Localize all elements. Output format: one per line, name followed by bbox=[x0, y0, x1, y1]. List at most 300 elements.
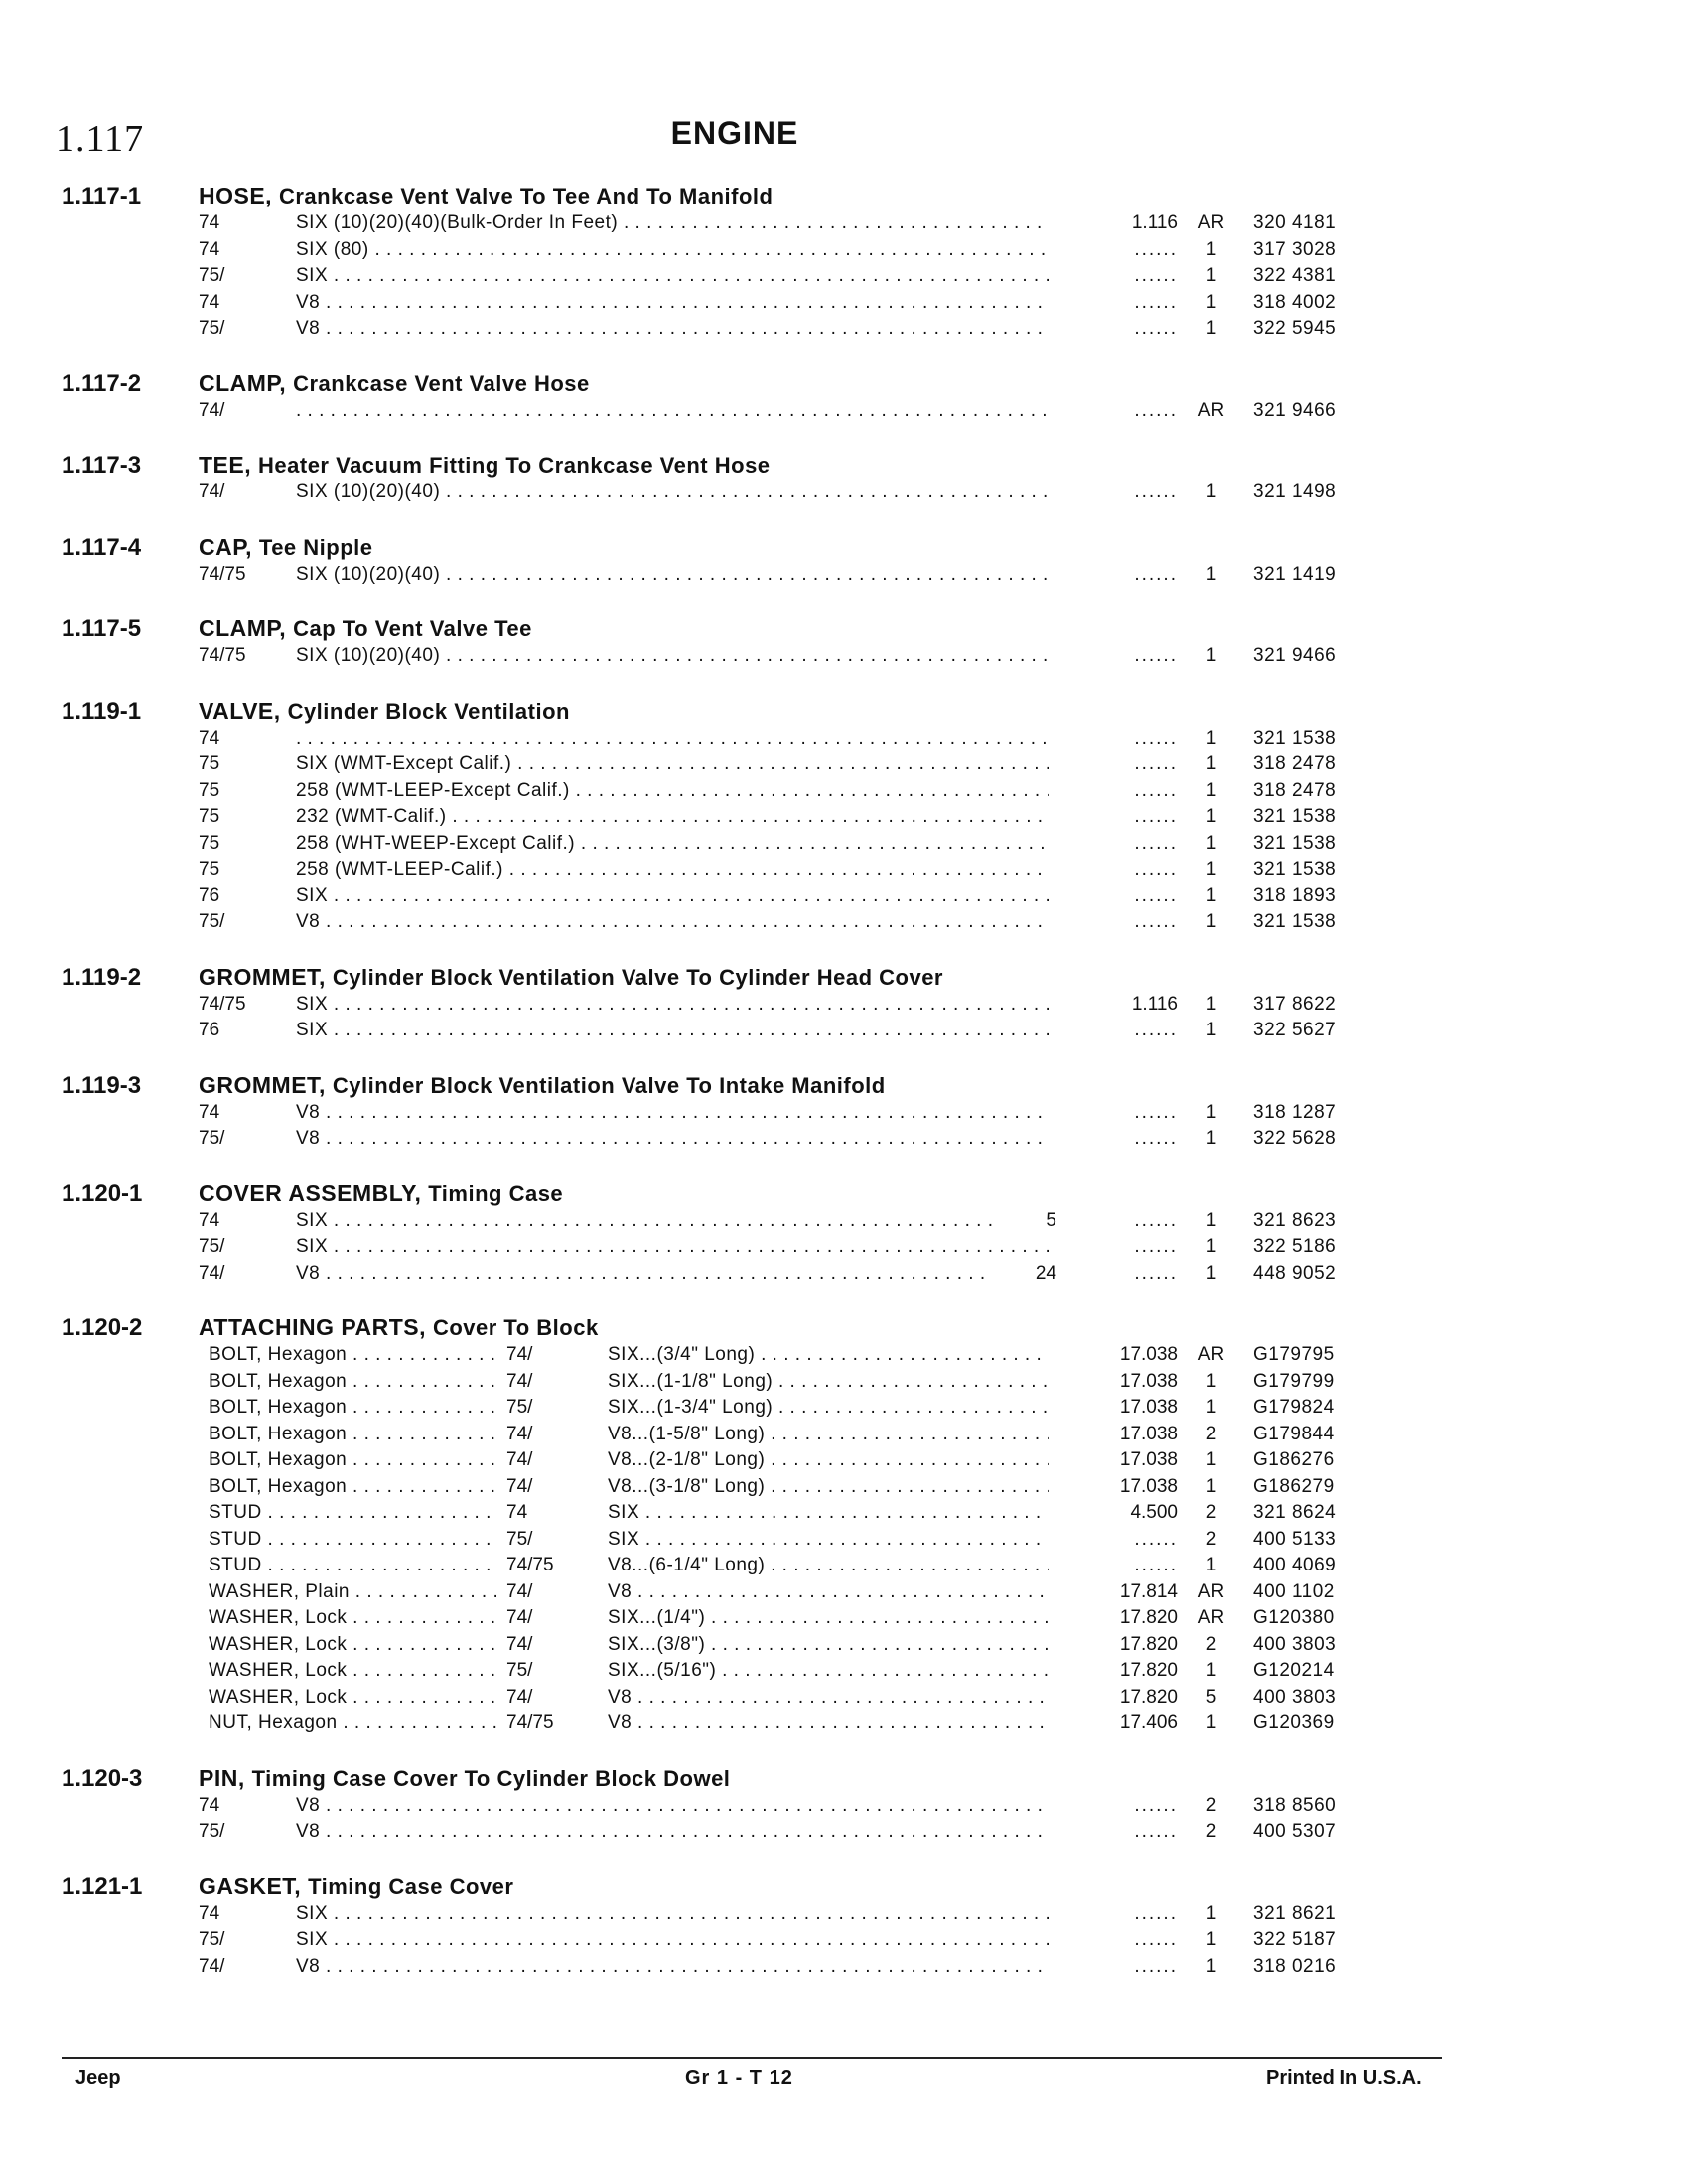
quantity: 1 bbox=[1205, 481, 1217, 502]
catalog-entry bbox=[0, 614, 1688, 670]
quantity: 5 bbox=[1205, 1686, 1217, 1707]
model-year: 74/ bbox=[199, 399, 225, 421]
model-year: 74/ bbox=[506, 1449, 533, 1470]
part-number: 318 2478 bbox=[1253, 779, 1336, 801]
part-number: 322 5945 bbox=[1253, 318, 1336, 339]
part-number: G179795 bbox=[1253, 1344, 1335, 1365]
table-row bbox=[0, 751, 1688, 778]
part-number: G186276 bbox=[1253, 1449, 1335, 1470]
table-row bbox=[0, 1100, 1688, 1127]
reference-number: ...... bbox=[1134, 911, 1178, 932]
part-number: 321 1538 bbox=[1253, 859, 1336, 880]
part-number: G179824 bbox=[1253, 1397, 1335, 1418]
model-year: 74/75 bbox=[506, 1712, 554, 1733]
part-name: BOLT, Hexagon . . . bbox=[209, 1447, 496, 1474]
reference-number: ...... bbox=[1134, 238, 1178, 260]
model-year: 74/ bbox=[199, 1262, 225, 1284]
reference-number: 17.038 bbox=[1119, 1344, 1178, 1365]
reference-number: 17.038 bbox=[1119, 1449, 1178, 1470]
model-description: 232 (WMT-Calif.) . . . bbox=[296, 804, 1049, 831]
table-row bbox=[0, 1658, 1688, 1685]
reference-number: ...... bbox=[1134, 1528, 1178, 1550]
entry-heading bbox=[199, 532, 1688, 562]
model-description: SIX . . . bbox=[296, 1018, 1049, 1044]
part-number: 400 4069 bbox=[1253, 1555, 1336, 1575]
quantity: AR bbox=[1197, 212, 1225, 233]
part-number: 318 8560 bbox=[1253, 1794, 1336, 1816]
table-row bbox=[0, 1579, 1688, 1606]
part-number: G179844 bbox=[1253, 1423, 1335, 1444]
entry-description: Timing Case Cover To Cylinder Block Dowel bbox=[251, 1765, 731, 1791]
table-row bbox=[0, 884, 1688, 910]
quantity: 1 bbox=[1205, 1449, 1217, 1470]
catalog-entry bbox=[0, 1312, 1688, 1737]
model-year: 74 bbox=[199, 1902, 220, 1924]
model-year: 75/ bbox=[199, 318, 225, 339]
part-name: WASHER, Lock . . . bbox=[209, 1632, 496, 1659]
reference-number: ...... bbox=[1134, 1929, 1178, 1950]
quantity: 2 bbox=[1205, 1633, 1217, 1655]
part-number: 321 1538 bbox=[1253, 727, 1336, 749]
model-year: 74/ bbox=[506, 1344, 533, 1365]
quantity: 1 bbox=[1205, 1660, 1217, 1681]
entry-reference: 1.117-4 bbox=[62, 533, 142, 561]
model-year: 75 bbox=[199, 832, 220, 854]
entry-description: Crankcase Vent Valve To Tee And To Manifold bbox=[278, 184, 774, 208]
part-number: 321 1419 bbox=[1253, 563, 1336, 585]
reference-number: ...... bbox=[1134, 265, 1178, 286]
model-year: 75 bbox=[199, 806, 220, 827]
part-number: 321 9466 bbox=[1253, 645, 1336, 666]
quantity: 1 bbox=[1205, 806, 1217, 827]
catalog-entry bbox=[0, 532, 1688, 589]
quantity: 1 bbox=[1205, 1712, 1217, 1733]
model-year: 74/ bbox=[199, 1955, 225, 1977]
part-number: G186279 bbox=[1253, 1475, 1335, 1497]
model-description: SIX...(1-3/4" Long) . . . bbox=[608, 1395, 1049, 1422]
part-name: WASHER, Plain . . . bbox=[209, 1579, 496, 1606]
reference-number: 1.116 bbox=[1131, 993, 1178, 1015]
table-row bbox=[0, 1819, 1688, 1845]
catalog-entry bbox=[0, 1070, 1688, 1153]
entry-heading bbox=[199, 450, 1688, 479]
model-year: 74 bbox=[199, 1794, 220, 1816]
part-name: BOLT, Hexagon . . . bbox=[209, 1369, 496, 1396]
model-description: 258 (WMT-LEEP-Calif.) . . . bbox=[296, 857, 1049, 884]
model-year: 74/75 bbox=[506, 1555, 554, 1575]
model-description: SIX . . . bbox=[296, 1234, 1049, 1261]
table-row bbox=[0, 1018, 1688, 1044]
footer-rule bbox=[62, 2057, 1442, 2059]
quantity: 1 bbox=[1205, 1555, 1217, 1575]
table-row bbox=[0, 1500, 1688, 1527]
model-year: 74 bbox=[199, 238, 220, 260]
model-year: 75/ bbox=[199, 1821, 225, 1842]
table-row bbox=[0, 263, 1688, 290]
reference-number: ...... bbox=[1134, 806, 1178, 827]
entry-reference: 1.120-3 bbox=[62, 1764, 143, 1792]
model-description: SIX...(5/16") . . . bbox=[608, 1658, 1049, 1685]
entry-heading bbox=[199, 1070, 1688, 1100]
entry-description: Tee Nipple bbox=[258, 534, 373, 560]
model-description: SIX (10)(20)(40)(Bulk-Order In Feet) . . . bbox=[296, 210, 1049, 237]
reference-number: 17.814 bbox=[1119, 1580, 1178, 1602]
part-number: 400 1102 bbox=[1253, 1580, 1335, 1602]
model-year: 74/ bbox=[506, 1607, 533, 1628]
entry-noun: GASKET, bbox=[199, 1872, 302, 1899]
table-row bbox=[0, 1927, 1688, 1954]
model-description: SIX...(3/4" Long) . . . bbox=[608, 1342, 1049, 1369]
catalog-entry bbox=[0, 1178, 1688, 1288]
reference-number: ...... bbox=[1134, 1020, 1178, 1040]
part-number: 318 1287 bbox=[1253, 1101, 1336, 1123]
quantity: 1 bbox=[1205, 832, 1217, 854]
part-number: 321 1538 bbox=[1253, 832, 1336, 854]
model-description bbox=[296, 398, 1049, 425]
quantity: 1 bbox=[1205, 265, 1217, 286]
entry-heading bbox=[199, 368, 1688, 398]
part-number: 318 0216 bbox=[1253, 1955, 1336, 1977]
model-description: V8 . . . bbox=[296, 1261, 1049, 1288]
table-row bbox=[0, 1422, 1688, 1448]
model-year: 75 bbox=[199, 859, 220, 880]
table-row bbox=[0, 1234, 1688, 1261]
reference-number: ...... bbox=[1134, 318, 1178, 339]
model-description: 258 (WMT-LEEP-Except Calif.) . . . bbox=[296, 778, 1049, 805]
entry-noun: HOSE, bbox=[199, 183, 273, 208]
footer-printed: Printed In U.S.A. bbox=[1266, 2067, 1422, 2089]
model-description: V8 . . . bbox=[608, 1710, 1049, 1737]
model-year: 74 bbox=[506, 1502, 528, 1523]
model-description: V8 . . . bbox=[296, 1819, 1049, 1845]
quantity: 1 bbox=[1205, 1902, 1217, 1924]
table-row bbox=[0, 210, 1688, 237]
model-description: V8 . . . bbox=[296, 909, 1049, 936]
reference-number: ...... bbox=[1134, 1902, 1178, 1924]
model-description: V8 . . . bbox=[608, 1579, 1049, 1606]
quantity: 2 bbox=[1205, 1794, 1217, 1816]
reference-number: ...... bbox=[1134, 481, 1178, 502]
part-number: 448 9052 bbox=[1253, 1262, 1336, 1284]
entry-noun: ATTACHING PARTS, bbox=[199, 1314, 427, 1340]
entry-description: Cap To Vent Valve Tee bbox=[293, 616, 532, 641]
part-number: 400 3803 bbox=[1253, 1686, 1336, 1707]
reference-number: ...... bbox=[1134, 1555, 1178, 1575]
entry-description: Timing Case Cover bbox=[308, 1873, 514, 1899]
entry-noun: CAP, bbox=[199, 533, 252, 560]
quantity: AR bbox=[1197, 1607, 1225, 1628]
model-description: V8 . . . bbox=[296, 1126, 1049, 1153]
entry-reference: 1.121-1 bbox=[62, 1872, 143, 1900]
model-description: V8...(1-5/8" Long) . . . bbox=[608, 1422, 1049, 1448]
model-description: SIX . . . bbox=[296, 1927, 1049, 1954]
reference-number: ...... bbox=[1134, 832, 1178, 854]
reference-number: 17.406 bbox=[1119, 1712, 1178, 1733]
part-number: 321 8621 bbox=[1253, 1902, 1336, 1924]
catalog-entry bbox=[0, 181, 1688, 342]
quantity: 1 bbox=[1205, 238, 1217, 260]
entry-reference: 1.120-2 bbox=[62, 1314, 143, 1341]
table-row bbox=[0, 398, 1688, 425]
table-row bbox=[0, 778, 1688, 805]
entry-reference: 1.119-3 bbox=[62, 1071, 142, 1099]
reference-number: ...... bbox=[1134, 1821, 1178, 1842]
reference-number: 17.038 bbox=[1119, 1370, 1178, 1392]
model-description: SIX . . . bbox=[608, 1527, 1049, 1554]
model-description: SIX (10)(20)(40) . . . bbox=[296, 479, 1049, 506]
part-number: 321 1538 bbox=[1253, 911, 1336, 932]
reference-number: ...... bbox=[1134, 885, 1178, 906]
part-name: BOLT, Hexagon . . . bbox=[209, 1474, 496, 1501]
entry-description: Timing Case bbox=[428, 1180, 564, 1206]
part-number: 400 5307 bbox=[1253, 1821, 1336, 1842]
catalog-entry bbox=[0, 1871, 1688, 1980]
model-description: SIX (80) . . . bbox=[296, 237, 1049, 264]
reference-number: 17.820 bbox=[1119, 1607, 1178, 1628]
part-number: 318 2478 bbox=[1253, 753, 1336, 774]
part-name: WASHER, Lock . . . bbox=[209, 1605, 496, 1632]
part-number: 321 1498 bbox=[1253, 481, 1336, 502]
entry-reference: 1.117-1 bbox=[62, 183, 142, 209]
quantity: 1 bbox=[1205, 859, 1217, 880]
model-year: 74/75 bbox=[199, 993, 246, 1015]
model-description: V8...(6-1/4" Long) . . . bbox=[608, 1553, 1049, 1579]
catalog-entry bbox=[0, 962, 1688, 1044]
model-year: 75/ bbox=[199, 1929, 225, 1950]
model-year: 74/ bbox=[506, 1475, 533, 1497]
model-description: V8 . . . bbox=[296, 1100, 1049, 1127]
quantity: 1 bbox=[1205, 1020, 1217, 1040]
page-title: ENGINE bbox=[670, 115, 799, 151]
part-number: 318 1893 bbox=[1253, 885, 1336, 906]
quantity: 1 bbox=[1205, 291, 1217, 313]
entry-reference: 1.117-5 bbox=[62, 615, 142, 642]
entry-description: Heater Vacuum Fitting To Crankcase Vent Hose bbox=[258, 453, 771, 478]
model-description: V8 . . . bbox=[296, 1793, 1049, 1820]
model-description: V8 . . . bbox=[296, 316, 1049, 342]
model-description: V8 . . . bbox=[296, 290, 1049, 317]
quantity: 1 bbox=[1205, 1397, 1217, 1418]
model-year: 75/ bbox=[199, 265, 225, 286]
table-row bbox=[0, 857, 1688, 884]
reference-number: 17.820 bbox=[1119, 1660, 1178, 1681]
part-number: 322 5628 bbox=[1253, 1128, 1336, 1149]
entry-reference: 1.120-1 bbox=[62, 1179, 143, 1207]
entry-noun: GROMMET, bbox=[199, 963, 326, 990]
table-row bbox=[0, 1605, 1688, 1632]
reference-number: 17.038 bbox=[1119, 1475, 1178, 1497]
quantity: 1 bbox=[1205, 993, 1217, 1015]
model-year: 74/ bbox=[506, 1633, 533, 1655]
catalog-entry bbox=[0, 368, 1688, 425]
table-row bbox=[0, 1261, 1688, 1288]
reference-number: ...... bbox=[1134, 1794, 1178, 1816]
entry-noun: TEE, bbox=[199, 452, 252, 478]
part-number: G120214 bbox=[1253, 1660, 1335, 1681]
part-number: 321 8623 bbox=[1253, 1209, 1336, 1231]
entry-reference: 1.117-2 bbox=[62, 369, 142, 397]
model-description: V8...(3-1/8" Long) . . . bbox=[608, 1474, 1049, 1501]
entry-heading bbox=[199, 1763, 1688, 1793]
model-year: 75/ bbox=[506, 1660, 533, 1681]
part-name: STUD . . . bbox=[209, 1553, 496, 1579]
entry-description: Cylinder Block Ventilation bbox=[287, 698, 570, 724]
part-number: 322 5186 bbox=[1253, 1236, 1336, 1257]
quantity: AR bbox=[1197, 1344, 1225, 1365]
table-row bbox=[0, 1342, 1688, 1369]
table-row bbox=[0, 909, 1688, 936]
table-row bbox=[0, 1208, 1688, 1235]
footer-brand: Jeep bbox=[75, 2067, 121, 2089]
table-row bbox=[0, 1395, 1688, 1422]
page-number: 1.117 bbox=[56, 118, 145, 160]
reference-number: ...... bbox=[1134, 645, 1178, 666]
entry-heading bbox=[199, 962, 1688, 992]
entry-reference: 1.119-2 bbox=[62, 963, 142, 991]
entry-description: Cover To Block bbox=[432, 1315, 599, 1340]
table-row bbox=[0, 643, 1688, 670]
part-number: 318 4002 bbox=[1253, 291, 1336, 313]
footer-group: Gr 1 - T 12 bbox=[685, 2067, 793, 2089]
quantity: 1 bbox=[1205, 1955, 1217, 1977]
model-year: 74 bbox=[199, 727, 220, 749]
reference-number: 17.038 bbox=[1119, 1423, 1178, 1444]
model-year: 75/ bbox=[199, 1128, 225, 1149]
model-description bbox=[296, 726, 1049, 752]
model-year: 75/ bbox=[506, 1528, 533, 1550]
entry-heading bbox=[199, 1312, 1688, 1342]
reference-number: 1.116 bbox=[1131, 212, 1178, 233]
reference-number: 4.500 bbox=[1130, 1502, 1178, 1523]
part-number: 400 3803 bbox=[1253, 1633, 1336, 1655]
table-row bbox=[0, 1793, 1688, 1820]
entry-noun: CLAMP, bbox=[199, 369, 287, 396]
quantity: 1 bbox=[1205, 645, 1217, 666]
reference-number: ...... bbox=[1134, 1955, 1178, 1977]
part-number: 322 5187 bbox=[1253, 1929, 1336, 1950]
entry-description: Cylinder Block Ventilation Valve To Cylinder Head Cover bbox=[332, 964, 943, 990]
entry-reference: 1.119-1 bbox=[62, 697, 142, 725]
model-description: SIX . . . bbox=[296, 1208, 1049, 1235]
entry-description: Cylinder Block Ventilation Valve To Intake Manifold bbox=[332, 1072, 886, 1098]
model-year: 76 bbox=[199, 885, 220, 906]
table-row bbox=[0, 1685, 1688, 1711]
entry-description: Crankcase Vent Valve Hose bbox=[293, 370, 590, 396]
table-row bbox=[0, 1474, 1688, 1501]
parts-list bbox=[0, 181, 1688, 2005]
quantity: 1 bbox=[1205, 1475, 1217, 1497]
table-row bbox=[0, 316, 1688, 342]
entry-noun: PIN, bbox=[199, 1764, 245, 1791]
quantity: AR bbox=[1197, 399, 1225, 421]
quantity: 1 bbox=[1205, 911, 1217, 932]
table-row bbox=[0, 726, 1688, 752]
reference-number: ...... bbox=[1134, 727, 1178, 749]
part-name: STUD . . . bbox=[209, 1527, 496, 1554]
part-number: G120369 bbox=[1253, 1712, 1335, 1733]
entry-heading bbox=[199, 1871, 1688, 1901]
model-year: 75 bbox=[199, 779, 220, 801]
quantity: 1 bbox=[1205, 318, 1217, 339]
table-row bbox=[0, 1954, 1688, 1980]
part-name: NUT, Hexagon . . . bbox=[209, 1710, 496, 1737]
quantity: 2 bbox=[1205, 1423, 1217, 1444]
reference-number: 17.820 bbox=[1119, 1633, 1178, 1655]
part-number: 317 3028 bbox=[1253, 238, 1336, 260]
model-year: 74/75 bbox=[199, 645, 246, 666]
entry-heading bbox=[199, 181, 1688, 210]
quantity: 1 bbox=[1205, 727, 1217, 749]
table-row bbox=[0, 290, 1688, 317]
part-name: BOLT, Hexagon . . . bbox=[209, 1422, 496, 1448]
reference-number: 17.820 bbox=[1119, 1686, 1178, 1707]
model-description: V8...(2-1/8" Long) . . . bbox=[608, 1447, 1049, 1474]
part-number: 322 4381 bbox=[1253, 265, 1336, 286]
model-description: SIX (WMT-Except Calif.) . . . bbox=[296, 751, 1049, 778]
quantity: 1 bbox=[1205, 753, 1217, 774]
table-row bbox=[0, 992, 1688, 1019]
part-name: STUD . . . bbox=[209, 1500, 496, 1527]
quantity: 1 bbox=[1205, 1262, 1217, 1284]
entry-heading bbox=[199, 614, 1688, 643]
reference-number: ...... bbox=[1134, 291, 1178, 313]
model-description: SIX . . . bbox=[296, 992, 1049, 1019]
reference-number: ...... bbox=[1134, 1209, 1178, 1231]
entry-noun: VALVE, bbox=[199, 697, 281, 724]
reference-number: 17.038 bbox=[1119, 1397, 1178, 1418]
part-name: WASHER, Lock . . . bbox=[209, 1658, 496, 1685]
reference-number: ...... bbox=[1134, 1101, 1178, 1123]
quantity: 2 bbox=[1205, 1821, 1217, 1842]
model-year: 75 bbox=[199, 753, 220, 774]
reference-number: ...... bbox=[1134, 779, 1178, 801]
part-name: BOLT, Hexagon . . . bbox=[209, 1342, 496, 1369]
quantity: 1 bbox=[1205, 1209, 1217, 1231]
model-year: 74/75 bbox=[199, 563, 246, 585]
table-row bbox=[0, 1527, 1688, 1554]
model-description: SIX . . . bbox=[296, 884, 1049, 910]
entry-noun: GROMMET, bbox=[199, 1071, 326, 1098]
quantity: 1 bbox=[1205, 1929, 1217, 1950]
model-year: 76 bbox=[199, 1020, 220, 1040]
quantity: 1 bbox=[1205, 1128, 1217, 1149]
quantity: 1 bbox=[1205, 885, 1217, 906]
quantity: AR bbox=[1197, 1580, 1225, 1602]
model-description: SIX (10)(20)(40) . . . bbox=[296, 643, 1049, 670]
quantity: 1 bbox=[1205, 1101, 1217, 1123]
part-number: 400 5133 bbox=[1253, 1528, 1336, 1550]
part-number: 321 8624 bbox=[1253, 1502, 1336, 1523]
model-year: 75/ bbox=[199, 911, 225, 932]
model-year: 75/ bbox=[506, 1397, 533, 1418]
part-number: 321 1538 bbox=[1253, 806, 1336, 827]
model-year: 74 bbox=[199, 291, 220, 313]
part-number: 317 8622 bbox=[1253, 993, 1336, 1015]
catalog-entry bbox=[0, 696, 1688, 936]
model-description: SIX (10)(20)(40) . . . bbox=[296, 562, 1049, 589]
quantity: 2 bbox=[1205, 1528, 1217, 1550]
table-row bbox=[0, 562, 1688, 589]
model-description: V8 . . . bbox=[296, 1954, 1049, 1980]
entry-heading bbox=[199, 1178, 1688, 1208]
reference-number: ...... bbox=[1134, 859, 1178, 880]
model-year: 74/ bbox=[506, 1370, 533, 1392]
quantity: 1 bbox=[1205, 1370, 1217, 1392]
catalog-entry bbox=[0, 1763, 1688, 1845]
quantity: 2 bbox=[1205, 1502, 1217, 1523]
model-year: 75/ bbox=[199, 1236, 225, 1257]
entry-heading bbox=[199, 696, 1688, 726]
